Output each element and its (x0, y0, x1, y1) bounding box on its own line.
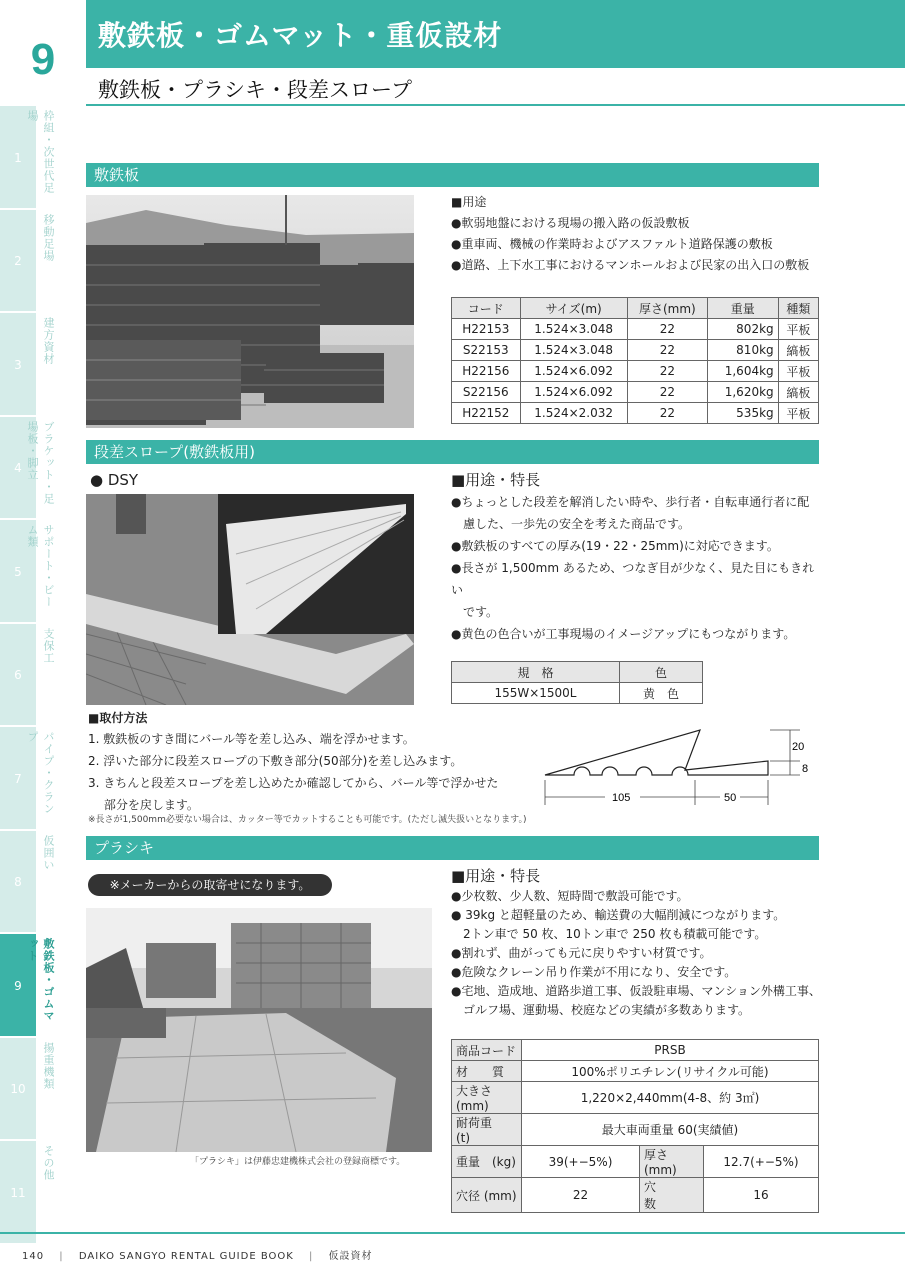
install-step: 部分を戻します。 (88, 798, 199, 812)
table-cell: 平板 (778, 319, 818, 340)
sidebar-tab-number: 2 (14, 254, 22, 269)
dim-20: 20 (792, 741, 805, 753)
table-cell: 縞板 (778, 382, 818, 403)
feature-line: 2トン車で 50 枚、10トン車で 250 枚も積載可能です。 (451, 927, 767, 941)
page-subtitle-bar (86, 68, 905, 106)
sidebar-tab-label: その他 (42, 1145, 55, 1181)
usage-heading: ■用途 (451, 195, 487, 209)
sidebar-tab-number: 6 (14, 668, 22, 683)
table-row (452, 340, 819, 361)
section-bar-plashiki: プラシキ (86, 836, 819, 860)
table-cell: 1,620kg (707, 382, 778, 403)
sidebar-tab-number: 1 (14, 150, 22, 165)
footer-sep-1: | (48, 1251, 75, 1262)
shikiteppan-usage (451, 192, 809, 276)
steel-plate-photo (86, 195, 414, 428)
slope-spec-table (451, 661, 703, 704)
chapter-title-bar (86, 0, 905, 68)
sidebar-tab-number: 3 (14, 357, 22, 372)
table-row (452, 382, 819, 403)
plashiki-features-heading: ■用途・特長 (451, 867, 541, 885)
table-cell: 1.524×3.048 (520, 319, 627, 340)
table-cell: 縞板 (778, 340, 818, 361)
table-header: 厚さ(mm) (627, 298, 707, 319)
plashiki-features-list (451, 887, 821, 1020)
feature-line: ゴルフ場、運動場、校庭などの実績が多数あります。 (451, 1003, 751, 1017)
spec-size-label: 大きさ(mm) (452, 1082, 522, 1114)
feature-line: ●長さが 1,500mm あるため、つなぎ目が少なく、見た目にもきれい (451, 561, 815, 597)
table-header: 種類 (778, 298, 818, 319)
spec-hole: 22 (522, 1178, 640, 1213)
slope-diagram (540, 725, 820, 810)
sidebar-tab-label: 仮囲い (42, 834, 55, 871)
table-cell: 22 (627, 319, 707, 340)
footer-category: 仮設資材 (328, 1251, 373, 1262)
sidebar-tab-label: 支保工 (42, 627, 55, 664)
spec-header-color: 色 (619, 662, 702, 683)
dim-50: 50 (724, 792, 737, 804)
table-cell: 平板 (778, 361, 818, 382)
feature-line: ●宅地、造成地、道路歩道工事、仮設駐車場、マンション外構工事、 (451, 984, 821, 998)
sidebar-tab-number: 5 (14, 564, 22, 579)
sidebar-tab-label: ブラケット・足場板・脚立 (26, 420, 55, 505)
install-step: 1. 敷鉄板のすき間にバール等を差し込み、端を浮かせます。 (88, 732, 415, 746)
plashiki-photo (86, 908, 432, 1152)
order-note-badge: ※メーカーからの取寄せになります。 (88, 874, 332, 896)
table-cell: 22 (627, 340, 707, 361)
table-cell: 22 (627, 382, 707, 403)
slope-features-list (451, 491, 821, 645)
sidebar-tab-label: サポート・ビーム類 (26, 524, 55, 608)
table-cell: 1.524×2.032 (520, 403, 627, 424)
sidebar-tab-number: 4 (14, 461, 22, 476)
table-cell: 22 (627, 403, 707, 424)
slope-photo (86, 494, 414, 705)
usage-item: ●道路、上下水工事におけるマンホールおよび民家の出入口の敷板 (451, 258, 810, 272)
sidebar-tab-number: 7 (14, 771, 22, 786)
table-cell: 1.524×6.092 (520, 361, 627, 382)
footer (22, 1247, 373, 1262)
table-cell: 22 (627, 361, 707, 382)
page-number: 140 (22, 1251, 45, 1262)
sidebar-tab-number: 8 (14, 875, 22, 890)
section-bar-slope: 段差スロープ(敷鉄板用) (86, 440, 819, 464)
install-step: 2. 浮いた部分に段差スロープの下敷き部分(50部分)を差し込みます。 (88, 754, 463, 768)
book-title: DAIKO SANGYO RENTAL GUIDE BOOK (78, 1251, 294, 1262)
slope-note: ※長さが1,500mm必要ない場合は、カッター等でカットすることも可能です。(ただし滅失扱いとなります。) (88, 815, 527, 825)
chapter-title: 敷鉄板・ゴムマット・重仮設材 (98, 19, 503, 52)
spec-code-label: 商品コード (452, 1040, 522, 1061)
sidebar-tab-number: 10 (10, 1082, 26, 1097)
table-row (452, 403, 819, 424)
spec-load-label: 耐荷重 (t) (452, 1114, 522, 1146)
spec-thick-label: 厚さ(mm) (640, 1146, 704, 1178)
table-cell: H22156 (452, 361, 521, 382)
section-bar-shikiteppan: 敷鉄板 (86, 163, 819, 187)
table-cell: 平板 (778, 403, 818, 424)
spec-material: 100%ポリエチレン(リサイクル可能) (522, 1061, 819, 1082)
usage-item: ●軟弱地盤における現場の搬入路の仮設敷板 (451, 216, 690, 230)
footer-sep-2: | (298, 1251, 325, 1262)
table-cell: S22156 (452, 382, 521, 403)
trademark-note: 「プラシキ」は伊藤忠建機株式会社の登録商標です。 (190, 1157, 406, 1167)
feature-line: です。 (451, 605, 499, 619)
model-label: ● DSY (90, 471, 139, 489)
table-row (452, 319, 819, 340)
sidebar-tab-label: 枠組・次世代足場 (26, 110, 55, 194)
page-subtitle: 敷鉄板・プラシキ・段差スロープ (98, 78, 412, 102)
feature-line: ● 39kg と超軽量のため、輸送費の大幅削減につながります。 (451, 908, 786, 922)
sidebar-tab-label: 建方資材 (42, 317, 55, 365)
spec-thick: 12.7(+−5%) (704, 1146, 819, 1178)
plashiki-spec-table (451, 1039, 819, 1213)
spec-load: 最大車両重量 60(実績値) (522, 1114, 819, 1146)
spec-weight-label: 重量 (kg) (452, 1146, 522, 1178)
table-header: コード (452, 298, 521, 319)
table-cell: 1.524×3.048 (520, 340, 627, 361)
feature-line: 慮した、一歩先の安全を考えた商品です。 (451, 517, 691, 531)
table-cell: 802kg (707, 319, 778, 340)
feature-line: ●危険なクレーン吊り作業が不用になり、安全です。 (451, 965, 737, 979)
sidebar-tab-number: 9 (14, 978, 22, 993)
feature-line: ●敷鉄板のすべての厚み(19・22・25mm)に対応できます。 (451, 539, 779, 553)
spec-size-value: 1,220×2,440mm(4-8、約 3㎡) (522, 1082, 819, 1114)
spec-size: 155W×1500L (452, 683, 620, 704)
chapter-number: 9 (0, 0, 86, 104)
spec-holes: 16 (704, 1178, 819, 1213)
table-cell: H22152 (452, 403, 521, 424)
feature-line: ●少枚数、少人数、短時間で敷設可能です。 (451, 889, 689, 903)
table-cell: 535kg (707, 403, 778, 424)
footer-line (0, 1232, 905, 1234)
slope-features-heading: ■用途・特長 (451, 471, 541, 489)
table-header: 重量 (707, 298, 778, 319)
feature-line: ●割れず、曲がっても元に戻りやすい材質です。 (451, 946, 712, 960)
spec-material-label: 材 質 (452, 1061, 522, 1082)
usage-item: ●重車両、機械の作業時およびアスファルト道路保護の敷板 (451, 237, 773, 251)
usage-list (451, 213, 809, 276)
sidebar-tab-label: 揚重機類 (42, 1041, 55, 1090)
spec-code: PRSB (522, 1040, 819, 1061)
spec-header-size: 規 格 (452, 662, 620, 683)
table-cell: H22153 (452, 319, 521, 340)
table-cell: 1.524×6.092 (520, 382, 627, 403)
install-step: 3. きちんと段差スロープを差し込めたか確認してから、バール等で浮かせた (88, 776, 499, 790)
dim-8: 8 (802, 763, 809, 775)
dim-105: 105 (612, 792, 631, 804)
table-cell: 810kg (707, 340, 778, 361)
install-heading: ■取付方法 (88, 711, 148, 725)
sidebar-tab-label: パイプ・クランプ (26, 731, 55, 815)
spec-holes-label: 穴 数 (640, 1178, 704, 1213)
sidebar-tab-number: 11 (10, 1185, 26, 1200)
sidebar-tab-label: 敷鉄板・ゴムマット (26, 938, 55, 1022)
sidebar-tab-label: 移動足場 (42, 213, 55, 262)
shikiteppan-table (451, 297, 819, 424)
spec-hole-label: 穴径 (mm) (452, 1178, 522, 1213)
feature-line: ●ちょっとした段差を解消したい時や、歩行者・自転車通行者に配 (451, 495, 810, 509)
table-header: サイズ(m) (520, 298, 627, 319)
table-row (452, 361, 819, 382)
install-steps (88, 728, 498, 816)
table-cell: 1,604kg (707, 361, 778, 382)
spec-color: 黄 色 (619, 683, 702, 704)
spec-weight: 39(+−5%) (522, 1146, 640, 1178)
feature-line: ●黄色の色合いが工事現場のイメージアップにもつながります。 (451, 627, 796, 641)
table-cell: S22153 (452, 340, 521, 361)
